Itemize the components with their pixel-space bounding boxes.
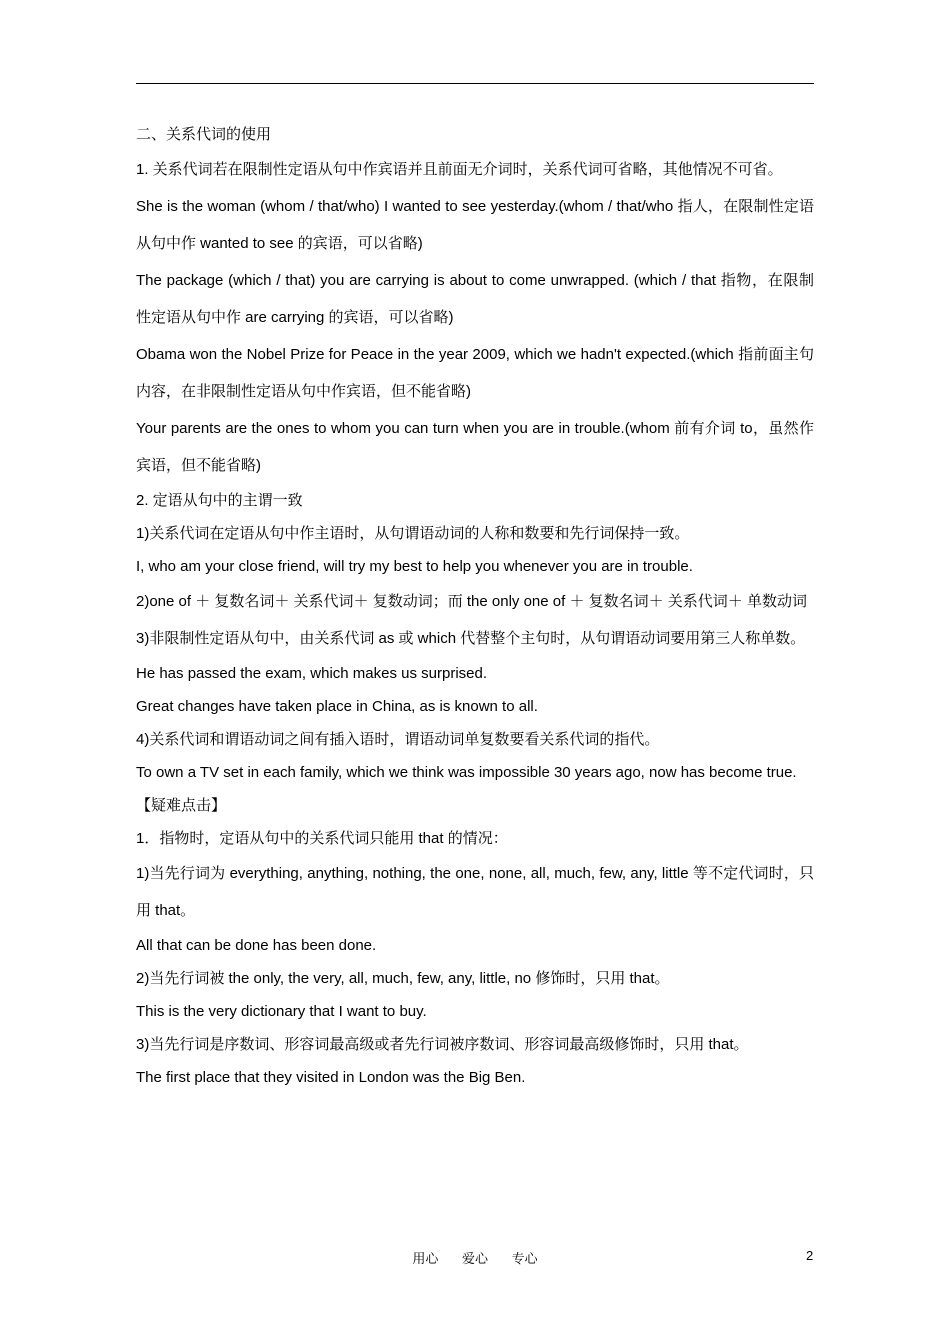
header-rule bbox=[136, 83, 814, 84]
rule-item: 2)当先行词被 the only, the very, all, much, few, any, little, no 修饰时，只用 that。 bbox=[136, 970, 670, 987]
example-sentence: All that can be done has been done. bbox=[136, 937, 377, 954]
rule-item: 3)当先行词是序数词、形容词最高级或者先行词被序数词、形容词最高级修饰时，只用 that。 bbox=[136, 1036, 749, 1053]
page-number: 2 bbox=[806, 1248, 814, 1263]
section-heading: 【疑难点击】 bbox=[136, 797, 227, 814]
example-sentence: The package (which / that) you are carrying is about to come unwrapped. (which / that 指物，在限制性定语从句中作 are carrying 的宾语，可以省略) bbox=[136, 272, 814, 326]
footer-motto-3: 专心 bbox=[511, 1251, 538, 1266]
rule-item: 4)关系代词和谓语动词之间有插入语时，谓语动词单复数要看关系代词的指代。 bbox=[136, 731, 660, 748]
paragraph: 1. 关系代词若在限制性定语从句中作宾语并且前面无介词时，关系代词可省略，其他情况不可省。 bbox=[136, 161, 783, 178]
footer-motto-2: 爱心 bbox=[461, 1251, 488, 1266]
example-sentence: Obama won the Nobel Prize for Peace in the year 2009, which we hadn't expected.(which 指前面主句内容，在非限制性定语从句中作宾语，但不能省略) bbox=[136, 346, 814, 400]
document-body bbox=[136, 118, 814, 1094]
rule-item: 2)one of ＋ 复数名词＋ 关系代词＋ 复数动词；而 the only one of ＋ 复数名词＋ 关系代词＋ 单数动词 bbox=[136, 593, 807, 610]
example-sentence: To own a TV set in each family, which we think was impossible 30 years ago, now has become true. bbox=[136, 764, 797, 781]
footer-motto-1: 用心 bbox=[412, 1251, 439, 1266]
rule-item: 1)关系代词在定语从句中作主语时，从句谓语动词的人称和数要和先行词保持一致。 bbox=[136, 525, 690, 542]
example-sentence: She is the woman (whom / that/who) I wanted to see yesterday.(whom / that/who 指人，在限制性定语从句中作 wanted to see 的宾语，可以省略) bbox=[136, 198, 814, 252]
rule-item: 1．指物时，定语从句中的关系代词只能用 that 的情况： bbox=[136, 830, 508, 847]
subsection-heading: 2. 定语从句中的主谓一致 bbox=[136, 492, 303, 509]
example-sentence: The first place that they visited in London was the Big Ben. bbox=[136, 1069, 526, 1086]
example-sentence: Your parents are the ones to whom you can turn when you are in trouble.(whom 前有介词 to，虽然作宾语，但不能省略) bbox=[136, 420, 814, 474]
rule-item: 3)非限制性定语从句中，由关系代词 as 或 which 代替整个主句时，从句谓语动词要用第三人称单数。 bbox=[136, 630, 806, 647]
section-heading: 二、关系代词的使用 bbox=[136, 126, 272, 143]
example-sentence: I, who am your close friend, will try my best to help you whenever you are in trouble. bbox=[136, 558, 693, 575]
rule-item: 1)当先行词为 everything, anything, nothing, the one, none, all, much, few, any, little 等不定代词时，只用 that。 bbox=[136, 865, 814, 919]
example-sentence: Great changes have taken place in China, as is known to all. bbox=[136, 698, 538, 715]
example-sentence: He has passed the exam, which makes us surprised. bbox=[136, 665, 487, 682]
example-sentence: This is the very dictionary that I want to buy. bbox=[136, 1003, 427, 1020]
